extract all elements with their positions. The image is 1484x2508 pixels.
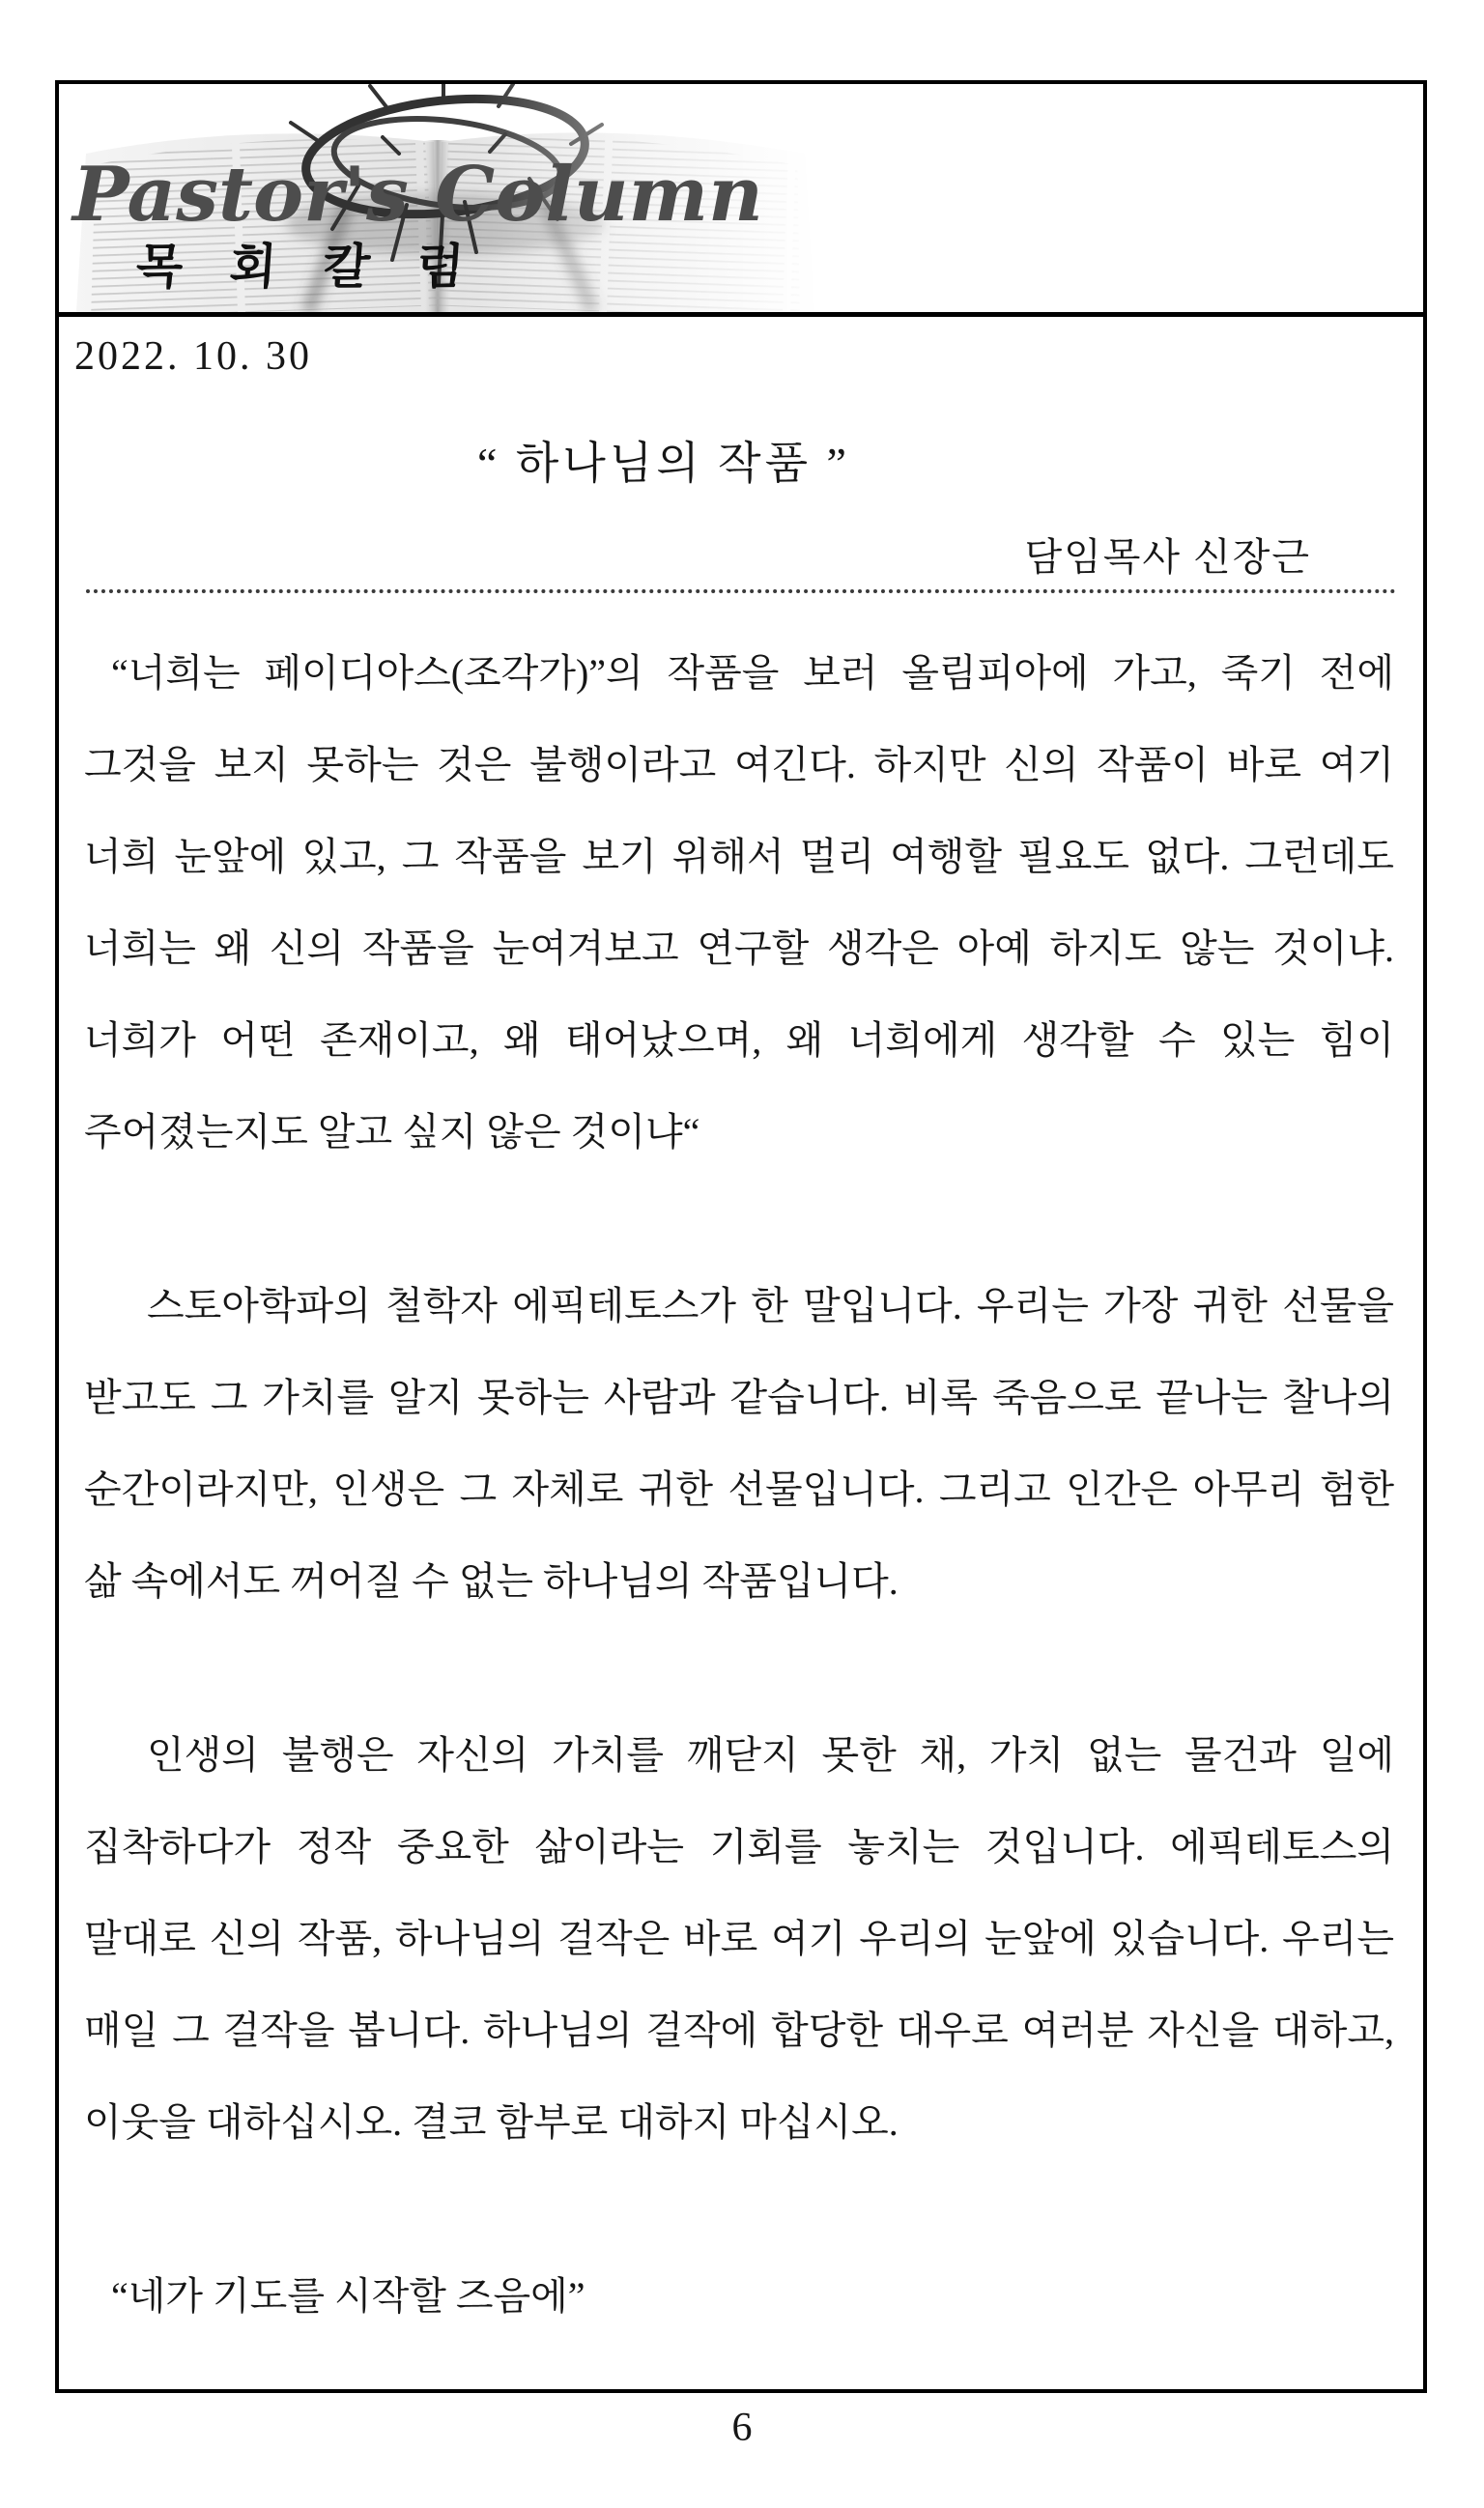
article-frame <box>55 80 1427 2393</box>
author-byline: 담임목사 신장근 <box>1024 535 1311 579</box>
paragraph-closing-quote: “네가 기도를 시작할 즈음에” <box>111 2274 585 2318</box>
article-body <box>84 627 1394 2342</box>
paragraph-commentary-2: 인생의 불행은 자신의 가치를 깨닫지 못한 채, 가치 없는 물건과 일에 집착하다가 정작 중요한 삶이라는 기회를 놓치는 것입니다. 에픽테토스의 말대로 신의 작품, 하나님의 걸작은 바로 여기 우리의 눈앞에 있습니다. 우리는 매일 그 걸작을 봅니다. 하나님의 걸작에 합당한 대우로 여러분 자신을 대하고, 이웃을 대하십시오. 결코 함부로 대하지 마십시오. <box>84 1733 1394 2144</box>
page-number: 6 <box>731 2406 753 2450</box>
article-title: “ 하나님의 작품 ” <box>477 439 850 488</box>
column-title-english: Pastor's Column <box>72 151 763 239</box>
paragraph-commentary-1: 스토아학파의 철학자 에픽테토스가 한 말입니다. 우리는 가장 귀한 선물을 받고도 그 가치를 알지 못하는 사람과 같습니다. 비록 죽음으로 끝나는 찰나의 순간이라지만, 인생은 그 자체로 귀한 선물입니다. 그리고 인간은 아무리 험한 삶 속에서도 꺼어질 수 없는 하나님의 작품입니다. <box>84 1284 1394 1603</box>
paragraph-epictetus-quote: “너희는 페이디아스(조각가)”의 작품을 보러 올림피아에 가고, 죽기 전에 그것을 보지 못하는 것은 불행이라고 여긴다. 하지만 신의 작품이 바로 여기 너희 눈앞에 있고, 그 작품을 보기 위해서 멀리 여행할 필요도 없다. 그런데도 너희는 왜 신의 작품을 눈여겨보고 연구할 생각은 아예 하지도 않는 것이냐. 너희가 어떤 존재이고, 왜 태어났으며, 왜 너희에게 생각할 수 있는 힘이 주어졌는지도 알고 싶지 않은 것이냐“ <box>84 651 1394 1154</box>
column-title-korean: 목 회 칼 럼 <box>134 240 483 294</box>
dotted-divider <box>86 589 1396 593</box>
issue-date: 2022. 10. 30 <box>74 334 312 379</box>
column-header <box>59 84 1423 317</box>
